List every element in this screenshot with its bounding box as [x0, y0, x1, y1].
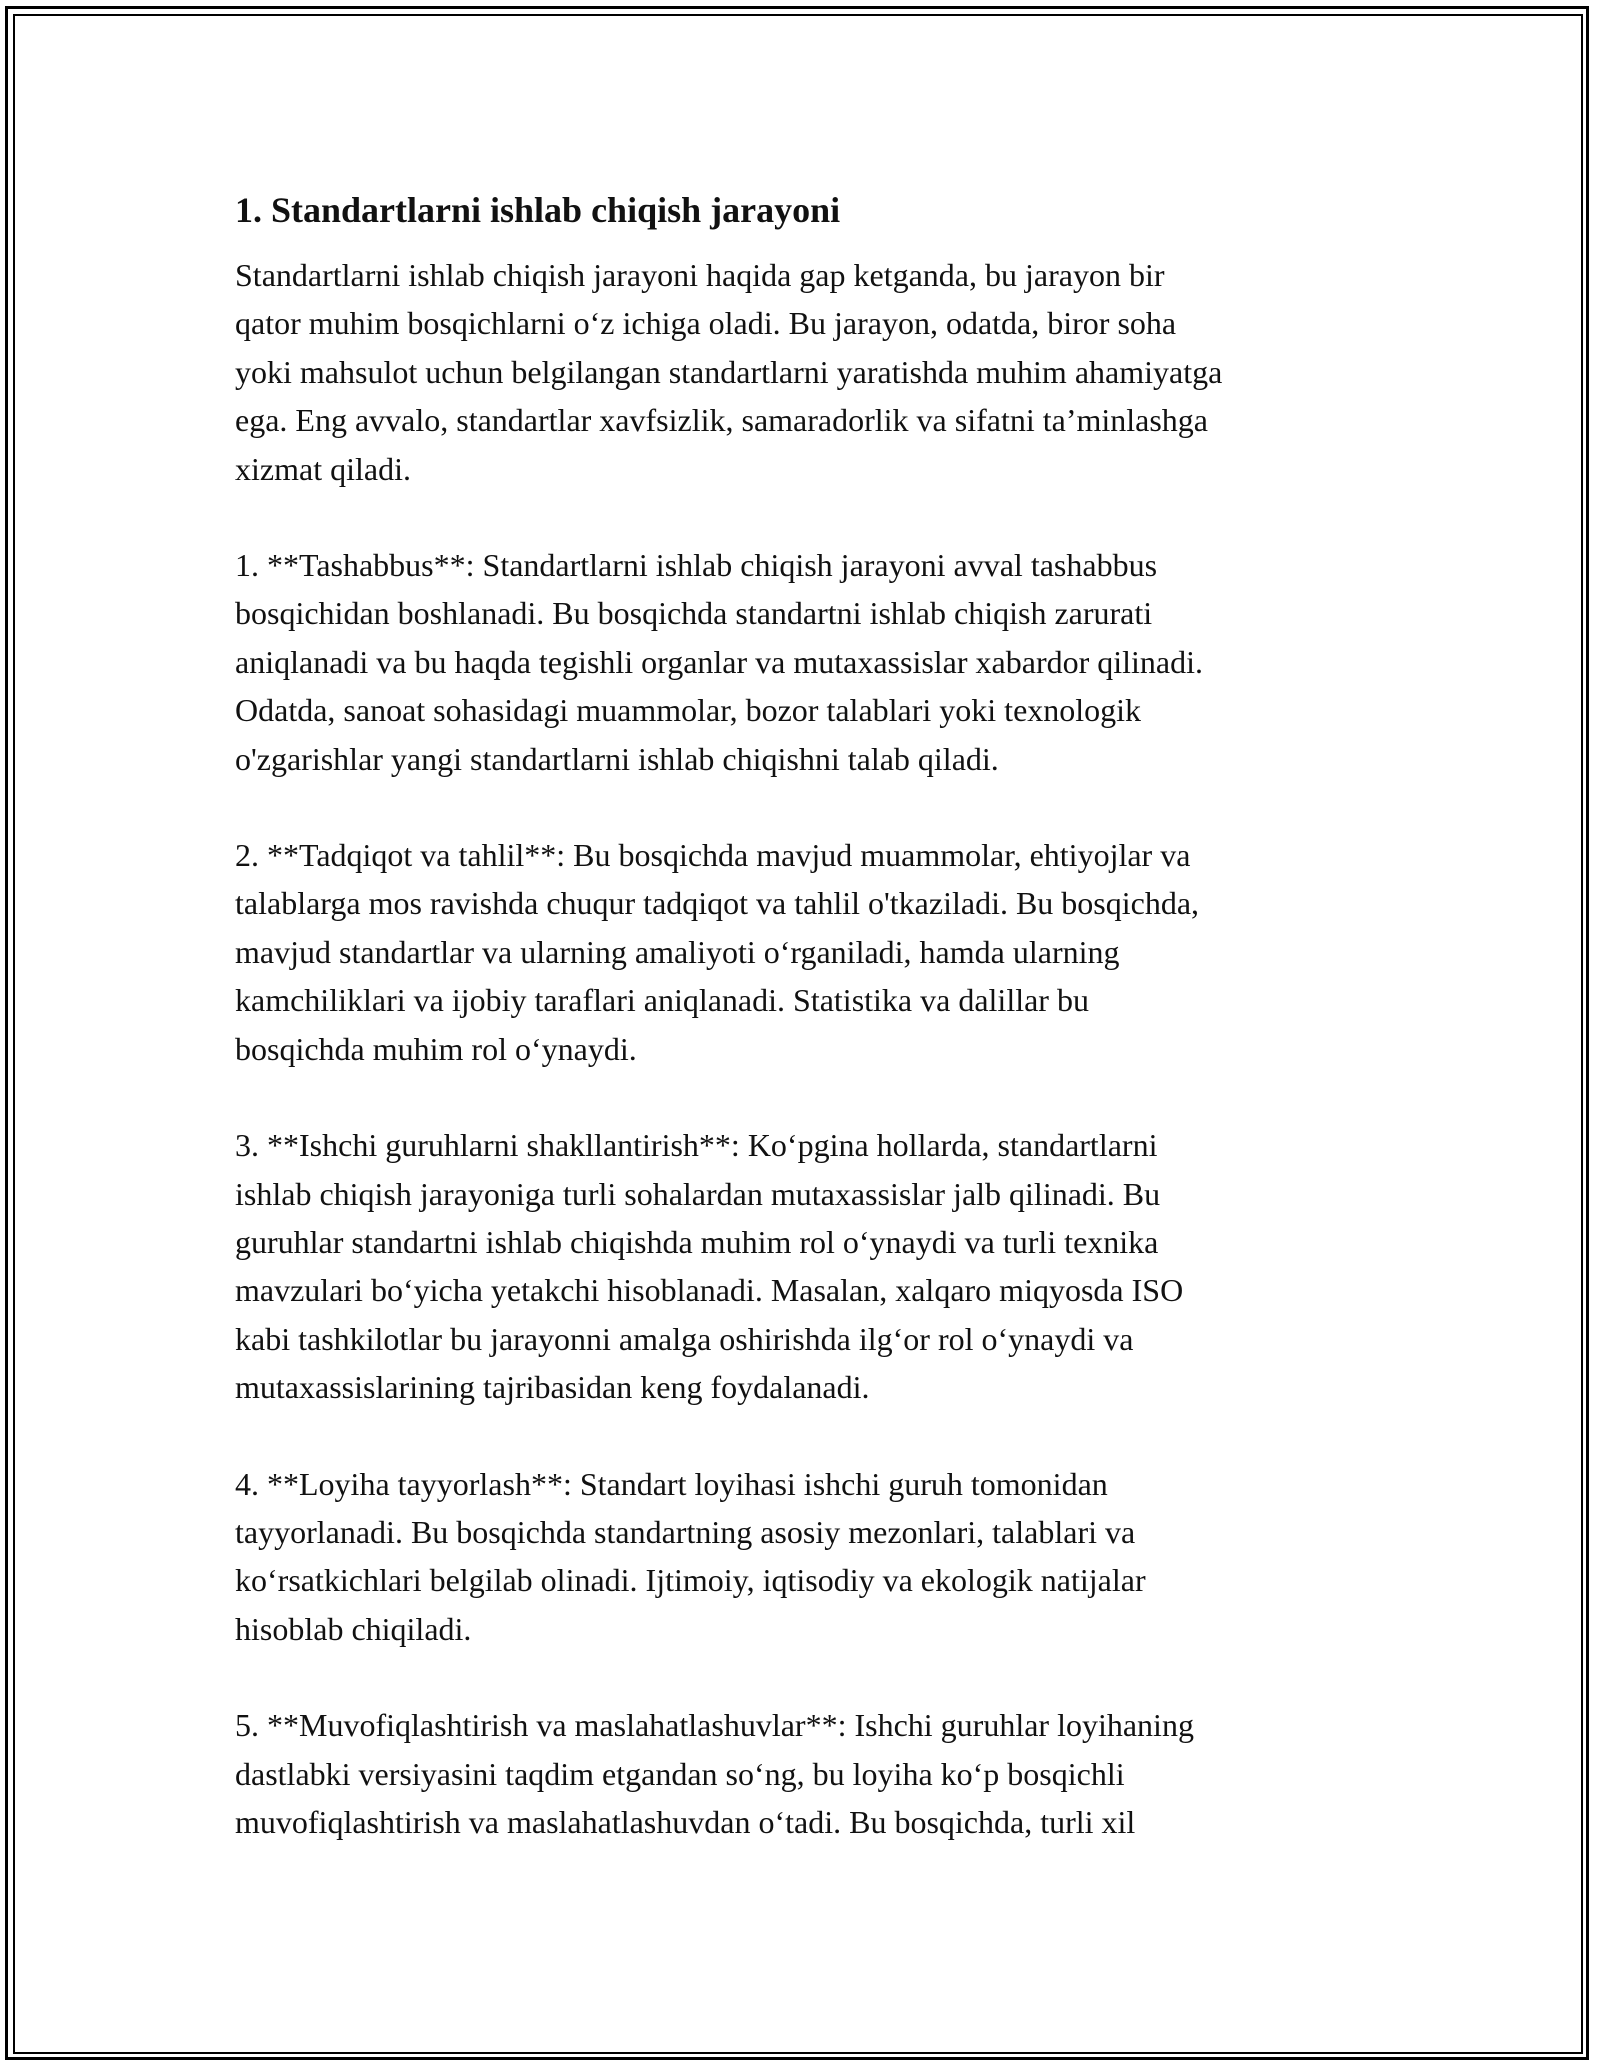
section-heading: 1. Standartlarni ishlab chiqish jarayoni	[235, 190, 841, 230]
text-line: kamchiliklari va ijobiy taraflari aniqlanadi. Statistika va dalillar bu	[235, 982, 1089, 1019]
text-line: dastlabki versiyasini taqdim etgandan so‘ng, bu loyiha ko‘p bosqichli	[235, 1755, 1125, 1792]
text-line: 4. **Loyiha tayyorlash**: Standart loyihasi ishchi guruh tomonidan	[235, 1465, 1108, 1502]
text-line: guruhlar standartni ishlab chiqishda muhim rol o‘ynaydi va turli texnika	[235, 1223, 1159, 1260]
text-line: talablarga mos ravishda chuqur tadqiqot va tahlil o'tkaziladi. Bu bosqichda,	[235, 885, 1200, 922]
text-line: ega. Eng avvalo, standartlar xavfsizlik, samaradorlik va sifatni ta’minlashga	[235, 402, 1208, 439]
text-line: hisoblab chiqiladi.	[235, 1610, 472, 1647]
text-line: yoki mahsulot uchun belgilangan standartlarni yaratishda muhim ahamiyatga	[235, 353, 1223, 390]
paragraph	[235, 1121, 1385, 1411]
text-line: qator muhim bosqichlarni o‘z ichiga oladi. Bu jarayon, odatda, biror soha	[235, 305, 1177, 342]
text-line: Standartlarni ishlab chiqish jarayoni haqida gap ketganda, bu jarayon bir	[235, 257, 1165, 293]
text-line: tayyorlanadi. Bu bosqichda standartning asosiy mezonlari, talablari va	[235, 1513, 1136, 1550]
text-line: xizmat qiladi.	[235, 450, 411, 487]
paragraph	[235, 541, 1385, 783]
text-line: bosqichda muhim rol o‘ynaydi.	[235, 1030, 637, 1067]
paragraph	[235, 251, 1385, 493]
paragraph	[235, 831, 1385, 1073]
paragraph	[235, 1701, 1385, 1846]
text-line: ishlab chiqish jarayoniga turli sohalardan mutaxassislar jalb qilinadi. Bu	[235, 1175, 1161, 1212]
text-line: mutaxassislarining tajribasidan keng foydalanadi.	[235, 1369, 870, 1406]
text-line: 2. **Tadqiqot va tahlil**: Bu bosqichda mavjud muammolar, ehtiyojlar va	[235, 837, 1191, 874]
text-line: aniqlanadi va bu haqda tegishli organlar va mutaxassislar xabardor qilinadi.	[235, 643, 1204, 680]
document-body	[235, 186, 1385, 1846]
text-line: kabi tashkilotlar bu jarayonni amalga oshirishda ilg‘or rol o‘ynaydi va	[235, 1320, 1134, 1357]
text-line: mavzulari bo‘yicha yetakchi hisoblanadi. Masalan, xalqaro miqyosda ISO	[235, 1272, 1184, 1309]
text-line: 3. **Ishchi guruhlarni shakllantirish**: Ko‘pgina hollarda, standartlarni	[235, 1127, 1158, 1164]
paragraph-list	[235, 251, 1385, 1846]
text-line: 1. **Tashabbus**: Standartlarni ishlab chiqish jarayoni avval tashabbus	[235, 547, 1158, 584]
text-line: Odatda, sanoat sohasidagi muammolar, bozor talablari yoki texnologik	[235, 692, 1142, 729]
text-line: 5. **Muvofiqlashtirish va maslahatlashuvlar**: Ishchi guruhlar loyihaning	[235, 1707, 1194, 1744]
text-line: bosqichidan boshlanadi. Bu bosqichda standartni ishlab chiqish zarurati	[235, 595, 1153, 632]
text-line: o'zgarishlar yangi standartlarni ishlab chiqishni talab qiladi.	[235, 740, 999, 777]
text-line: ko‘rsatkichlari belgilab olinadi. Ijtimoiy, iqtisodiy va ekologik natijalar	[235, 1562, 1146, 1599]
text-line: mavjud standartlar va ularning amaliyoti o‘rganiladi, hamda ularning	[235, 933, 1120, 970]
paragraph	[235, 1460, 1385, 1654]
text-line: muvofiqlashtirish va maslahatlashuvdan o‘tadi. Bu bosqichda, turli xil	[235, 1803, 1136, 1840]
